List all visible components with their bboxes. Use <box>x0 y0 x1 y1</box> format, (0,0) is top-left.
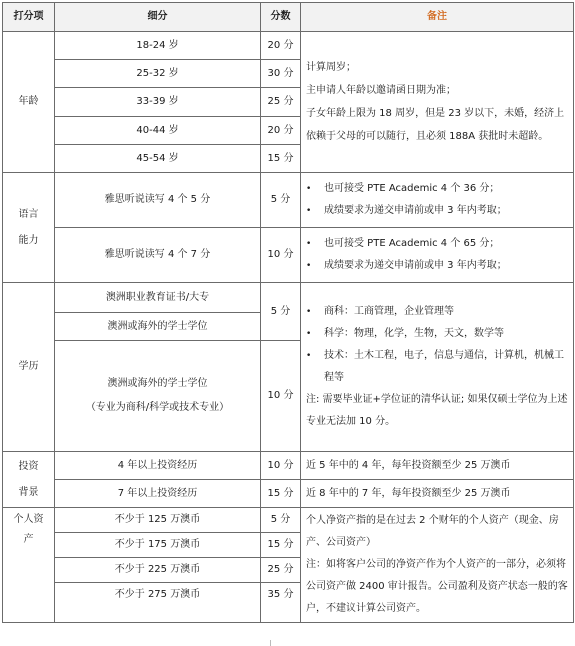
investment-score: 10 分 <box>261 452 301 480</box>
list-item: • 技术：土木工程，电子，信息与通信，计算机，机械工程等 <box>306 345 568 389</box>
table-row <box>3 228 574 283</box>
assets-note-line: 注：如将客户公司的净资产作为个人资产的一部分，必须将公司资产做 2400 审计报告。公司盈利及资产状态一般的客户，不建议计算公司资产。 <box>306 559 568 614</box>
list-item: • 科学：物理，化学，生物，天文，数学等 <box>306 323 568 345</box>
age-detail: 40-44 岁 <box>55 117 261 145</box>
header-detail: 细分 <box>55 3 261 32</box>
language-score: 10 分 <box>261 228 301 283</box>
header-score: 分数 <box>261 3 301 32</box>
assets-score: 15 分 <box>261 533 301 558</box>
age-detail: 33-39 岁 <box>55 88 261 117</box>
investment-score: 15 分 <box>261 480 301 508</box>
header-notes: 备注 <box>301 3 574 32</box>
page-edge-marker <box>270 640 271 646</box>
bullet-icon: • <box>306 261 312 271</box>
investment-note: 近 5 年中的 4 年，每年投资额至少 25 万澳币 <box>301 452 574 480</box>
education-detail <box>55 341 261 452</box>
age-note-line: 计算周岁； <box>306 62 356 73</box>
age-score: 25 分 <box>261 88 301 117</box>
investment-note: 近 8 年中的 7 年，每年投资额至少 25 万澳币 <box>301 480 574 508</box>
list-item: • 也可接受 PTE Academic 4 个 36 分； <box>306 178 568 200</box>
assets-note-line: 个人净资产指的是在过去 2 个财年的个人资产（现金、房产、公司资产） <box>306 515 559 548</box>
education-score: 10 分 <box>261 341 301 452</box>
table-header-row <box>3 3 574 32</box>
age-score: 20 分 <box>261 32 301 60</box>
assets-detail: 不少于 225 万澳币 <box>55 558 261 583</box>
language-detail: 雅思听说读写 4 个 5 分 <box>55 173 261 228</box>
category-assets-line2: 产 <box>23 534 34 545</box>
age-note-line: 主申请人年龄以邀请函日期为准； <box>306 85 456 96</box>
assets-score: 5 分 <box>261 508 301 533</box>
category-investment <box>3 452 55 508</box>
category-language-line1: 语言 <box>18 208 39 220</box>
bullet-icon: • <box>306 206 312 216</box>
age-score: 20 分 <box>261 117 301 145</box>
assets-score: 35 分 <box>261 583 301 623</box>
investment-detail: 4 年以上投资经历 <box>55 452 261 480</box>
bullet-icon: • <box>306 184 312 194</box>
assets-detail: 不少于 125 万澳币 <box>55 508 261 533</box>
list-item: • 也可接受 PTE Academic 4 个 65 分； <box>306 233 568 255</box>
category-age: 年龄 <box>3 32 55 173</box>
table-row <box>3 480 574 508</box>
education-detail-line2: （专业为商科/科学或技术专业） <box>85 402 230 413</box>
investment-detail: 7 年以上投资经历 <box>55 480 261 508</box>
table-row <box>3 173 574 228</box>
assets-detail: 不少于 175 万澳币 <box>55 533 261 558</box>
age-score: 15 分 <box>261 145 301 173</box>
age-detail: 25-32 岁 <box>55 60 261 88</box>
education-score: 5 分 <box>261 283 301 341</box>
bullet-icon: • <box>306 329 312 339</box>
table-row <box>3 452 574 480</box>
education-detail: 澳洲或海外的学士学位 <box>55 313 261 341</box>
language-detail: 雅思听说读写 4 个 7 分 <box>55 228 261 283</box>
list-item: • 成绩要求为递交申请前或申 3 年内考取； <box>306 255 568 277</box>
language-score: 5 分 <box>261 173 301 228</box>
education-detail: 澳洲职业教育证书/大专 <box>55 283 261 313</box>
age-note-line: 子女年龄上限为 18 周岁，但是 23 岁以下，未婚，经济上依赖于父母的可以随行，且必须 188A 获批时未超龄。 <box>306 108 565 142</box>
education-detail-line1: 澳洲或海外的学士学位 <box>107 378 208 389</box>
education-note: 注: 需要毕业证+学位证的清华认证; 如果仅硕士学位为上述专业无法加 10 分。 <box>306 394 568 427</box>
points-table <box>2 2 574 623</box>
category-investment-line2: 背景 <box>18 486 39 498</box>
table-row <box>3 283 574 313</box>
category-assets-line1: 个人资 <box>13 514 44 525</box>
bullet-icon: • <box>306 239 312 249</box>
language-notes <box>301 173 574 228</box>
list-item: • 成绩要求为递交申请前或申 3 年内考取； <box>306 200 568 222</box>
list-item: • 商科：工商管理，企业管理等 <box>306 301 568 323</box>
category-investment-line1: 投资 <box>18 460 39 472</box>
age-score: 30 分 <box>261 60 301 88</box>
table-row <box>3 508 574 533</box>
language-notes <box>301 228 574 283</box>
assets-score: 25 分 <box>261 558 301 583</box>
bullet-icon: • <box>306 307 312 317</box>
table-row <box>3 32 574 60</box>
assets-notes <box>301 508 574 623</box>
age-detail: 45-54 岁 <box>55 145 261 173</box>
category-language <box>3 173 55 283</box>
education-notes <box>301 283 574 452</box>
header-category: 打分项 <box>3 3 55 32</box>
age-notes <box>301 32 574 173</box>
category-education: 学历 <box>3 283 55 452</box>
category-assets <box>3 508 55 623</box>
age-detail: 18-24 岁 <box>55 32 261 60</box>
assets-detail: 不少于 275 万澳币 <box>55 583 261 623</box>
bullet-icon: • <box>306 351 312 361</box>
category-language-line2: 能力 <box>18 234 39 246</box>
